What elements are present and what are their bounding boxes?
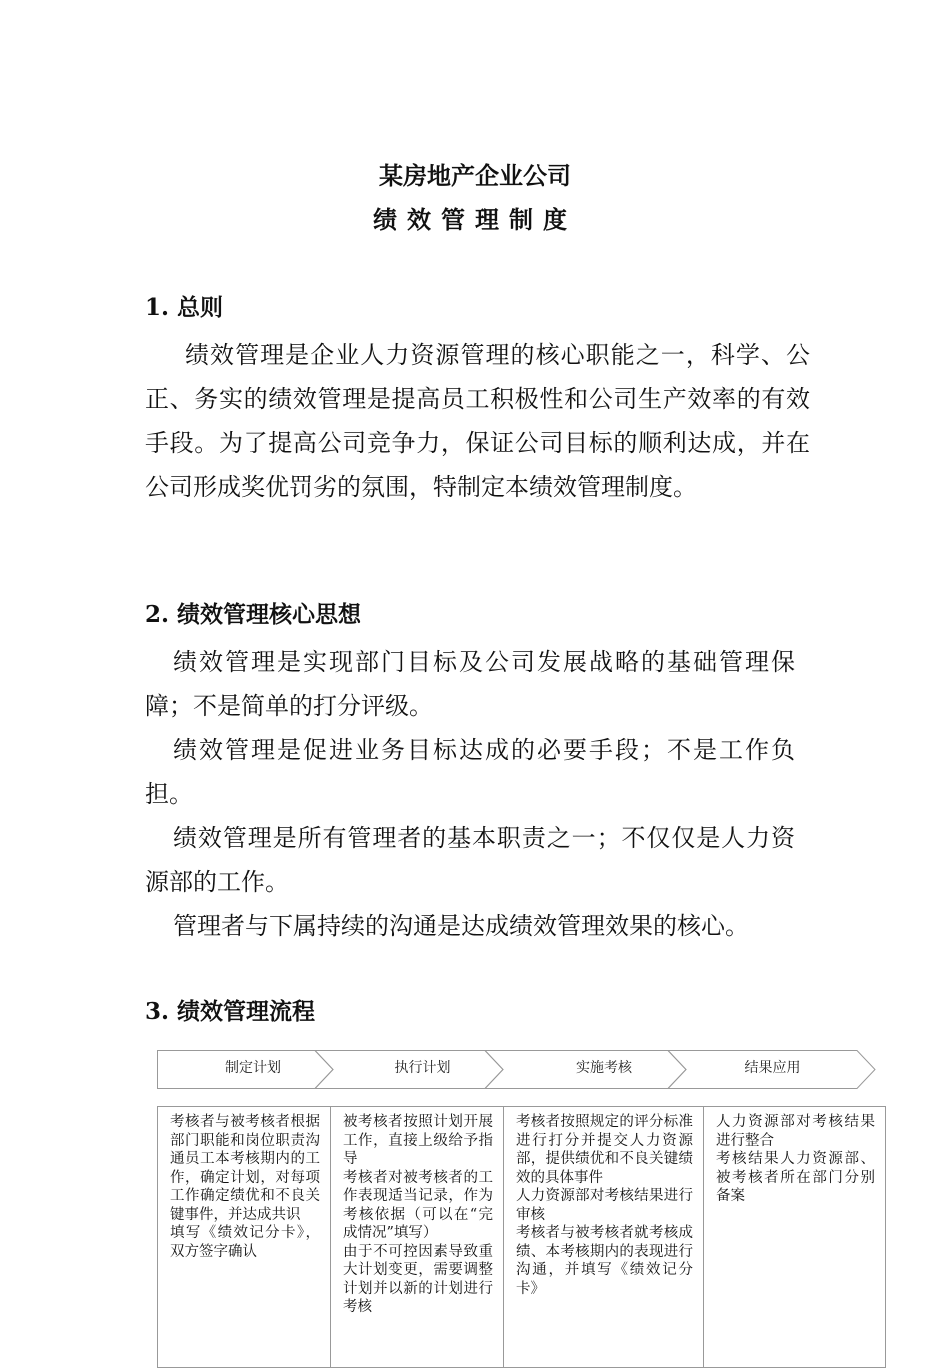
section-2-paragraph-4: 管理者与下属持续的沟通是达成绩效管理效果的核心。: [173, 912, 749, 940]
process-detail-table: [157, 1106, 886, 1368]
document-subtitle: 绩效管理制度: [373, 205, 577, 234]
detail-box-apply: [704, 1107, 885, 1367]
flow-step-1: 制定计划: [225, 1060, 281, 1076]
section-1-paragraph: 绩效管理是企业人力资源管理的核心职能之一，科学、公正、务实的绩效管理是提高员工积极性和公司生产效率的有效手段。为了提高公司竞争力，保证公司目标的顺利达成，并在公司形成奖优罚劣的氛围，特制定本绩效管理制度。: [145, 341, 810, 501]
detail-text: 考核结果人力资源部、被考核者所在部门分别备案: [716, 1151, 875, 1204]
section-3-heading: 3. 绩效管理流程: [145, 998, 316, 1025]
detail-box-assess: [504, 1107, 704, 1367]
document-title: 某房地产企业公司: [379, 161, 571, 190]
detail-text: 考核者与被考核者就考核成绩、本考核期内的表现进行沟通，并填写《绩效记分卡》: [516, 1225, 693, 1297]
flow-step-4: 结果应用: [744, 1060, 801, 1076]
detail-text: 考核者与被考核者根据部门职能和岗位职责沟通员工本考核期内的工作，确定计划，对每项工作确定绩优和不良关键事件，并达成共识: [170, 1114, 320, 1223]
detail-text: 考核者对被考核者的工作表现适当记录，作为考核依据（可以在“完成情况”填写）: [343, 1169, 493, 1241]
detail-text: 人力资源部对考核结果进行整合: [716, 1114, 875, 1149]
flow-step-2: 执行计划: [394, 1060, 451, 1076]
detail-text: 人力资源部对考核结果进行审核: [516, 1188, 693, 1223]
flow-step-3: 实施考核: [576, 1060, 632, 1076]
section-2-heading: 2. 绩效管理核心思想: [145, 601, 362, 628]
section-2-paragraph-3: 绩效管理是所有管理者的基本职责之一；不仅仅是人力资源部的工作。: [145, 824, 795, 896]
detail-text: 由于不可控因素导致重大计划变更，需要调整计划并以新的计划进行考核: [343, 1243, 493, 1315]
detail-text: 被考核者按照计划开展工作，直接上级给予指导: [343, 1114, 493, 1167]
section-2-paragraph-2: 绩效管理是促进业务目标达成的必要手段；不是工作负担。: [145, 736, 795, 808]
detail-box-plan: [158, 1107, 331, 1367]
detail-box-execute: [331, 1107, 504, 1367]
section-2-paragraph-1: 绩效管理是实现部门目标及公司发展战略的基础管理保障；不是简单的打分评级。: [145, 648, 795, 720]
detail-text: 填写《绩效记分卡》，双方签字确认: [170, 1225, 320, 1260]
detail-text: 考核者按照规定的评分标准进行打分并提交人力资源部，提供绩优和不良关键绩效的具体事件: [516, 1114, 693, 1186]
section-1-heading: 1. 总则: [145, 294, 224, 321]
